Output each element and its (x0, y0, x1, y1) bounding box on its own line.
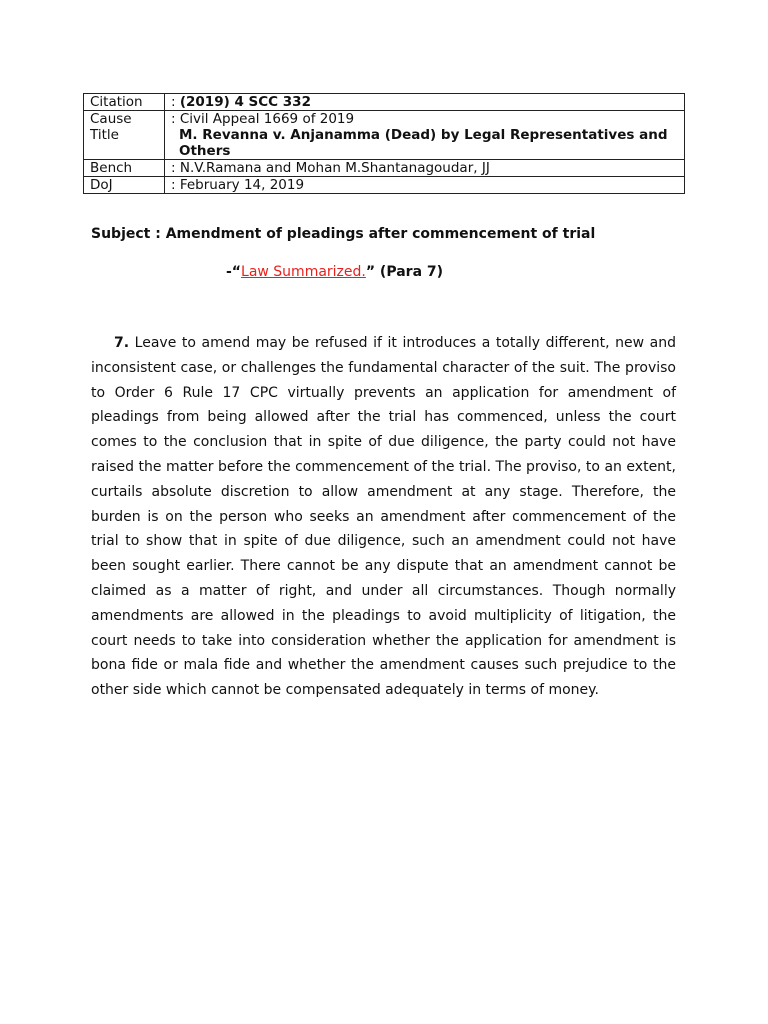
citation-row (84, 94, 685, 111)
citation-label: Citation (84, 94, 165, 111)
case-details-table (83, 93, 685, 194)
cause-title-label: Cause Title (84, 111, 165, 160)
summary-prefix: -“ (226, 264, 242, 280)
paragraph-number: 7. (114, 335, 130, 351)
cause-title-parties: M. Revanna v. Anjanamma (Dead) by Legal Representatives and Others (179, 127, 668, 159)
citation-value-cell (165, 94, 685, 111)
bench-value: : N.V.Ramana and Mohan M.Shantanagoudar, JJ (165, 160, 685, 177)
cause-title-appeal: : Civil Appeal 1669 of 2019 (171, 111, 355, 127)
doj-row (84, 177, 685, 194)
paragraph-text: Leave to amend may be refused if it introduces a totally different, new and inconsistent case, or challenges the fundamental character of the suit. The proviso to Order 6 Rule 17 CPC virtually prevents an application for amendment of pleadings from being allowed after the trial has commenced, unless the court comes to the conclusion that in spite of due diligence, the party could not have raised the matter before the commencement of the trial. The proviso, to an extent, curtails absolute discretion to allow amendment at any stage. Therefore, the burden is on the person who seeks an amendment after commencement of the trial to show that in spite of due diligence, such an amendment could not have been sought earlier. There cannot be any dispute that an amendment cannot be claimed as a matter of right, and under all circumstances. Though normally amendments are allowed in the pleadings to avoid multiplicity of litigation, the court needs to take into consideration whether the application for amendment is bona fide or mala fide and whether the amendment causes such prejudice to the other side which cannot be compensated adequately in terms of money. (91, 335, 676, 699)
law-summarized-link[interactable]: Law Summarized. (241, 264, 366, 280)
doj-label: DoJ (84, 177, 165, 194)
citation-value: (2019) 4 SCC 332 (179, 94, 311, 110)
bench-label: Bench (84, 160, 165, 177)
paragraph-7 (91, 331, 676, 703)
doj-value: : February 14, 2019 (165, 177, 685, 194)
summary-line (226, 264, 443, 280)
bench-row (84, 160, 685, 177)
cause-title-value-cell (165, 111, 685, 160)
summary-suffix: ” (Para 7) (365, 264, 444, 280)
cause-title-row (84, 111, 685, 160)
citation-prefix: : (171, 94, 180, 110)
subject-heading: Subject : Amendment of pleadings after commencement of trial (91, 226, 596, 242)
